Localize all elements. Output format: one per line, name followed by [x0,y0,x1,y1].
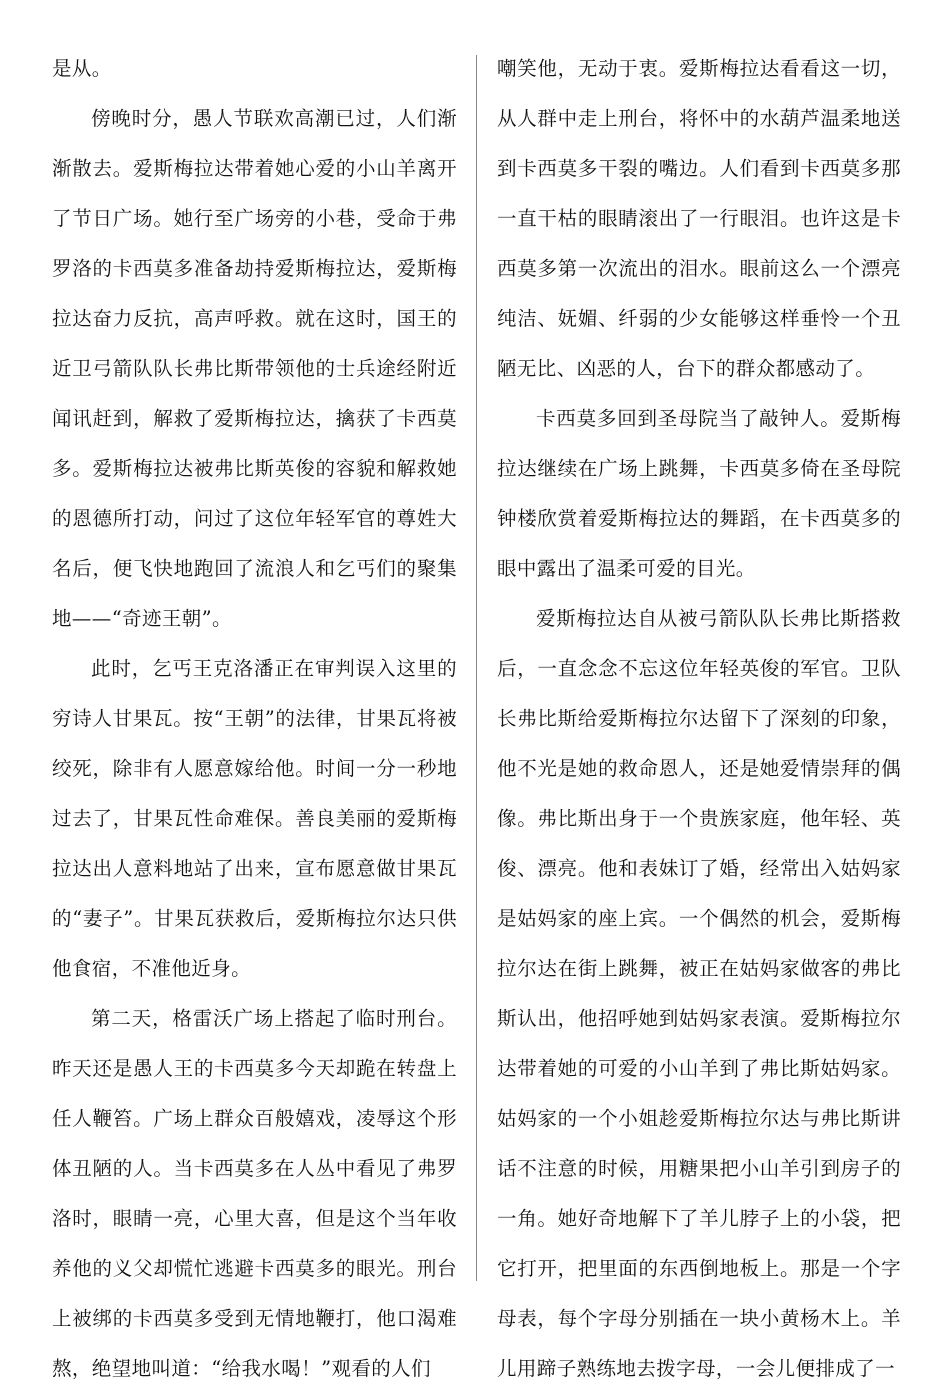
left-column [52,44,457,1394]
paragraph-left-1: 是从。 [52,57,112,80]
paragraph-left-2: 傍晚时分，愚人节联欢高潮已过，人们渐渐散去。爱斯梅拉达带着她心爱的小山羊离开了节日广场。她行至广场旁的小巷，受命于弗罗洛的卡西莫多准备劫持爱斯梅拉达，爱斯梅拉达奋力反抗，高声呼救。就在这时，国王的近卫弓箭队队长弗比斯带领他的士兵途经附近闻讯赶到，解救了爱斯梅拉达，擒获了卡西莫多。爱斯梅拉达被弗比斯英俊的容貌和解救她的恩德所打动，问过了这位年轻军官的尊姓大名后，便飞快地跑回了流浪人和乞丐们的聚集地——“奇迹王朝”。 [52,107,457,630]
paragraph-right-3: 爱斯梅拉达自从被弓箭队队长弗比斯搭救后，一直念念不忘这位年轻英俊的军官。卫队长弗比斯给爱斯梅拉尔达留下了深刻的印象，他不光是她的救命恩人，还是她爱情崇拜的偶像。弗比斯出身于一个贵族家庭，他年轻、英俊、漂亮。他和表妹订了婚，经常出入姑妈家是姑妈家的座上宾。一个偶然的机会，爱斯梅拉尔达在街上跳舞，被正在姑妈家做客的弗比斯认出，他招呼她到姑妈家表演。爱斯梅拉尔达带着她的可爱的小山羊到了弗比斯姑妈家。姑妈家的一个小姐趁爱斯梅拉尔达与弗比斯讲话不注意的时候，用糖果把小山羊引到房子的一角。她好奇地解下了羊儿脖子上的小袋，把它打开，把里面的东西倒地板上。那是一个字母表，每个字母分别插在一块小黄杨木上。羊儿用蹄子熟练地去拨字母，一会儿便排成了一 [497,607,901,1380]
paragraph-left-3: 此时，乞丐王克洛潘正在审判误入这里的穷诗人甘果瓦。按“王朝”的法律，甘果瓦将被绞死，除非有人愿意嫁给他。时间一分一秒地过去了，甘果瓦性命难保。善良美丽的爱斯梅拉达出人意料地站了出来，宣布愿意做甘果瓦的“妻子”。甘果瓦获救后，爱斯梅拉尔达只供他食宿，不准他近身。 [52,657,457,980]
column-divider [476,55,477,1281]
paragraph-right-1: 嘲笑他，无动于衷。爱斯梅拉达看看这一切，从人群中走上刑台，将怀中的水葫芦温柔地送到卡西莫多干裂的嘴边。人们看到卡西莫多那一直干枯的眼睛滚出了一行眼泪。也许这是卡西莫多第一次流出的泪水。眼前这么一个漂亮纯洁、妩媚、纤弱的少女能够这样垂怜一个丑陋无比、凶恶的人，台下的群众都感动了。 [497,57,901,380]
paragraph-right-2: 卡西莫多回到圣母院当了敲钟人。爱斯梅拉达继续在广场上跳舞，卡西莫多倚在圣母院钟楼欣赏着爱斯梅拉达的舞蹈，在卡西莫多的眼中露出了温柔可爱的目光。 [497,407,901,580]
paragraph-left-4: 第二天，格雷沃广场上搭起了临时刑台。昨天还是愚人王的卡西莫多今天却跪在转盘上任人鞭笞。广场上群众百般嬉戏，凌辱这个形体丑陋的人。当卡西莫多在人丛中看见了弗罗洛时，眼睛一亮，心里大喜，但是这个当年收养他的义父却慌忙逃避卡西莫多的眼光。刑台上被绑的卡西莫多受到无情地鞭打，他口渴难熬，绝望地叫道：“给我水喝！”观看的人们 [52,1007,457,1380]
right-column [497,44,901,1394]
